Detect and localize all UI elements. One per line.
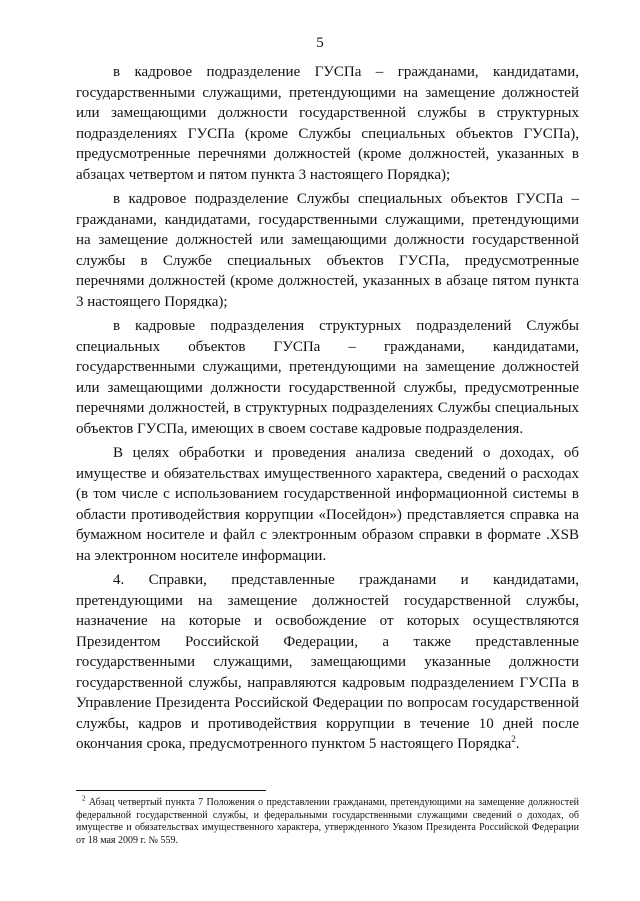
footnote-separator (76, 790, 266, 791)
paragraph-4: В целях обработки и проведения анализа сведений о доходах, об имуществе и обязательствах имущественного характера, сведений о расходах (в том числе с использованием государственной информационной системы в области противодействия коррупции «Посейдон») представляется справка на бумажном носителе и файл с электронным образом справки в формате .XSB на электронном носителе информации. (76, 445, 579, 564)
paragraph-5-text: 4. Справки, представленные гражданами и кандидатами, претендующими на замещение должностей государственной службы, назначение на которые и освобождение от которых осуществляются Президентом Российской Федерации, а также представленные государственными служащими, замещающими указанные должности государственной службы, направляются кадровым подразделением ГУСПа в Управление Президента Российской Федерации по вопросам государственной службы, кадров и противодействия коррупции в течение 10 дней после окончания срока, предусмотренного пунктом 5 настоящего Порядка (76, 572, 579, 752)
paragraph-2: в кадровое подразделение Службы специальных объектов ГУСПа – гражданами, кандидатами, государственными служащими, претендующими на замещение должностей или замещающими должности государственной службы в Службе специальных объектов ГУСПа, предусмотренные перечнями должностей (кроме должностей, указанных в абзаце пятом пункта 3 настоящего Порядка); (76, 191, 579, 310)
footnote-marker: 2 (82, 794, 86, 803)
page-number: 5 (316, 35, 324, 51)
paragraph-5-end: . (515, 736, 520, 752)
paragraph-1: в кадровое подразделение ГУСПа – гражданами, кандидатами, государственными служащими, претендующими на замещение должностей или замещающими должности государственной службы в структурных подразделениях ГУСПа (кроме Службы специальных объектов ГУСПа), предусмотренные перечнями должностей (кроме должностей, указанных в абзацах четвертом и пятом пункта 3 настоящего Порядка); (76, 64, 579, 183)
footnote (76, 794, 580, 847)
footnote-text: Абзац четвертый пункта 7 Положения о представлении гражданами, претендующими на замещение должностей федеральной государственной службы, и федеральными государственными служащими сведений о доходах, об имуществе и обязательствах имущественного характера, утвержденного Указом Президента Российской Федерации от 18 мая 2009 г. № 559. (76, 797, 580, 846)
footnote-reference: 2 (511, 734, 516, 744)
document-body (76, 62, 579, 755)
paragraph-5 (76, 570, 579, 755)
paragraph-3: в кадровые подразделения структурных подразделений Службы специальных объектов ГУСПа – гражданами, кандидатами, государственными служащими, претендующими на замещение должностей или замещающими должности государственной службы, предусмотренные перечнями должностей, в структурных подразделениях Службы специальных объектов ГУСПа, имеющих в своем составе кадровые подразделения. (76, 318, 579, 437)
